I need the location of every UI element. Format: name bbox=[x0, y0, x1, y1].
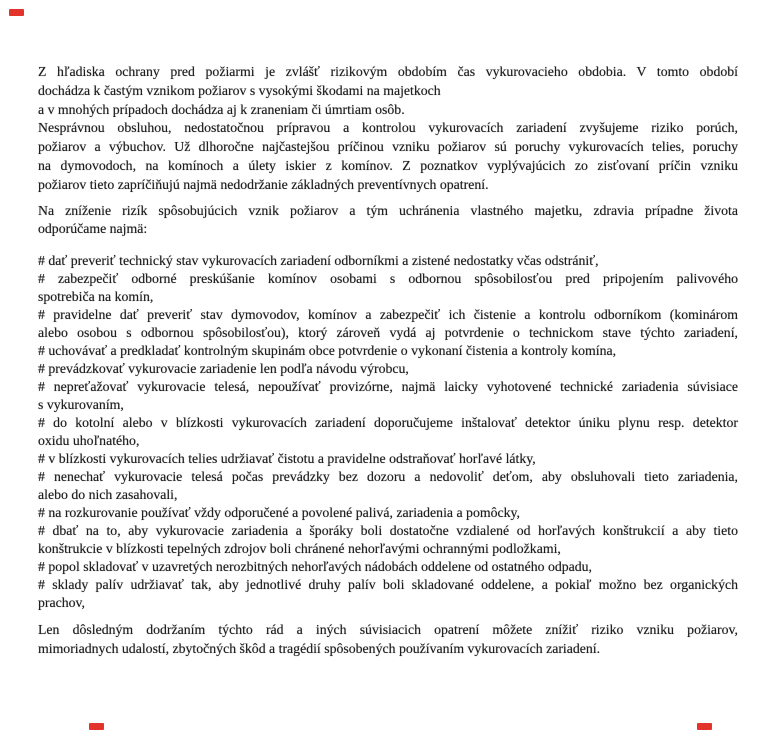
text-line: spotrebiča na komín, bbox=[38, 289, 154, 305]
text-line: # popol skladovať v uzavretých nerozbitných nehorľavých nádobách oddelene od ostatného odpadu, bbox=[38, 559, 593, 575]
text-line: alebo do nich zasahovali, bbox=[38, 487, 178, 503]
text-line: # pravidelne dať preveriť stav dymovodov, komínov a zabezpečiť ich čistenie a kontrolu odborníkom (kominárom bbox=[38, 307, 738, 323]
text-line: # prevádzkovať vykurovacie zariadenie len podľa návodu výrobcu, bbox=[38, 361, 409, 377]
text-line: a v mnohých prípadoch dochádza aj k zraneniam či úmrtiam osôb. bbox=[38, 101, 405, 117]
bullet-list bbox=[38, 252, 738, 612]
text-line: # dať preveriť technický stav vykurovacích zariadení odborníkmi a zistené nedostatky včas odstrániť, bbox=[38, 253, 599, 269]
text-line: Len dôsledným dodržaním týchto rád a iných súvisiacich opatrení môžete znížiť riziko vzniku požiarov, bbox=[38, 622, 738, 638]
text-line: Nesprávnou obsluhou, nedostatočnou prípravou a kontrolou vykurovacích zariadení zvyšujeme riziko porúch, bbox=[38, 120, 738, 136]
text-line: požiarov a výbuchov. Už dlhoročne najčastejšou príčinou vzniku požiarov sú poruchy vykurovacích telies, poruchy bbox=[38, 139, 738, 155]
text-line: Z hľadiska ochrany pred požiarmi je zvlášť rizikovým obdobím čas vykurovacieho obdobia. V tomto období bbox=[38, 64, 738, 79]
text-line: s vykurovaním, bbox=[38, 397, 124, 413]
red-annotation-mark bbox=[697, 723, 712, 730]
paragraph-closing bbox=[38, 620, 738, 658]
text-line: # sklady palív udržiavať tak, aby jednotlivé druhy palív boli skladované oddelene, a pokiaľ možno bez organických bbox=[38, 577, 738, 593]
text-line: alebo osobou s odbornou spôsobilosťou), ktorý zároveň vydá aj potvrdenie o technickom stave týchto zariadení, bbox=[38, 325, 738, 341]
red-annotation-mark bbox=[9, 9, 24, 16]
text-line: na dymovodoch, na komínoch a úlety iskier z komínov. Z poznatkov vyplývajúcich zo zisťovaní príčin vzniku bbox=[38, 157, 738, 173]
text-line: # nenechať vykurovacie telesá počas prevádzky bez dozoru a nedovoliť deťom, aby obsluhovali tieto zariadenia, bbox=[38, 469, 738, 485]
paragraph-recommendation-lead bbox=[38, 202, 738, 240]
document-text-area bbox=[38, 63, 738, 658]
text-line: Na zníženie rizík spôsobujúcich vznik požiarov a tým uchránenia vlastného majetku, zdravia prípadne života bbox=[38, 202, 738, 218]
text-line: # zabezpečiť odborné preskúšanie komínov osobami s odbornou spôsobilosťou pred pripojením palivového bbox=[38, 271, 738, 287]
text-line: odporúčame najmä: bbox=[38, 221, 148, 237]
text-line: oxidu uhoľnatého, bbox=[38, 433, 140, 449]
text-line: dochádza k častým vznikom požiarov s vysokými škodami na majetkoch bbox=[38, 82, 441, 98]
text-line: prachov, bbox=[38, 595, 85, 611]
red-annotation-mark bbox=[89, 723, 104, 730]
text-line: # na rozkurovanie používať vždy odporučené a povolené palivá, zariadenia a pomôcky, bbox=[38, 505, 520, 521]
paragraph-intro bbox=[38, 63, 738, 195]
text-line: # uchovávať a predkladať kontrolným skupinám obce potvrdenie o vykonaní čistenia a kontroly komína, bbox=[38, 343, 617, 359]
text-line: # do kotolní alebo v blízkosti vykurovacích zariadení doporučujeme inštalovať detektor úniku plynu resp. detektor bbox=[38, 415, 738, 431]
text-line: požiarov tieto zapríčiňujú najmä nedodržanie základných preventívnych opatrení. bbox=[38, 176, 489, 192]
text-line: # nepreťažovať vykurovacie telesá, nepoužívať provizórne, najmä laicky vyhotovené technické zariadenia súvisiace bbox=[38, 379, 738, 395]
text-line: konštrukcie v blízkosti tepelných zdrojov boli chránené nehorľavými ochrannými podložkami, bbox=[38, 541, 561, 557]
text-line: mimoriadnych udalostí, zbytočných škôd a tragédií spôsobených používaním vykurovacích zariadení. bbox=[38, 641, 601, 657]
text-line: # v blízkosti vykurovacích telies udržiavať čistotu a pravidelne odstraňovať horľavé látky, bbox=[38, 451, 536, 467]
text-line: # dbať na to, aby vykurovacie zariadenia a šporáky boli dostatočne vzdialené od horľavých konštrukcií a aby tieto bbox=[38, 523, 738, 539]
